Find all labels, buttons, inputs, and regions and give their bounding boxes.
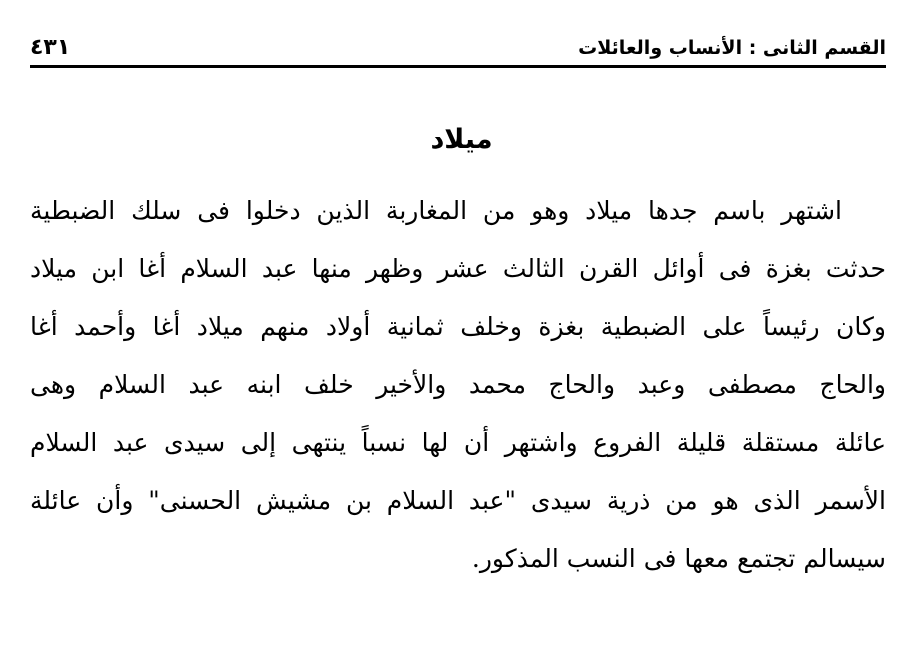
body-line: عائلة مستقلة قليلة الفروع واشتهر أن لها نسباً ينتهى إلى سيدى عبد السلام xyxy=(30,428,886,457)
running-head xyxy=(30,26,886,62)
page-number: ٤٣١ xyxy=(30,35,71,60)
body-line: وكان رئيساً على الضبطية بغزة وخلف ثمانية أولاد منهم ميلاد أغا وأحمد أغا xyxy=(30,312,886,341)
body-line: الأسمر الذى هو من ذرية سيدى "عبد السلام بن مشيش الحسنى" وأن عائلة xyxy=(30,486,886,515)
section-title: القسم الثانى : الأنساب والعائلات xyxy=(578,37,886,59)
body-line: سيسالم تجتمع معها فى النسب المذكور. xyxy=(471,544,886,573)
header-divider xyxy=(30,65,886,68)
entry-heading: ميلاد xyxy=(430,124,493,155)
body-line: والحاج مصطفى وعبد والحاج محمد والأخير خلف ابنه عبد السلام وهى xyxy=(30,370,886,399)
body-line: اشتهر باسم جدها ميلاد وهو من المغاربة الذين دخلوا فى سلك الضبطية xyxy=(30,196,842,225)
body-line: حدثت بغزة فى أوائل القرن الثالث عشر وظهر منها عبد السلام أغا ابن ميلاد xyxy=(30,254,886,283)
entry-body xyxy=(30,182,886,588)
